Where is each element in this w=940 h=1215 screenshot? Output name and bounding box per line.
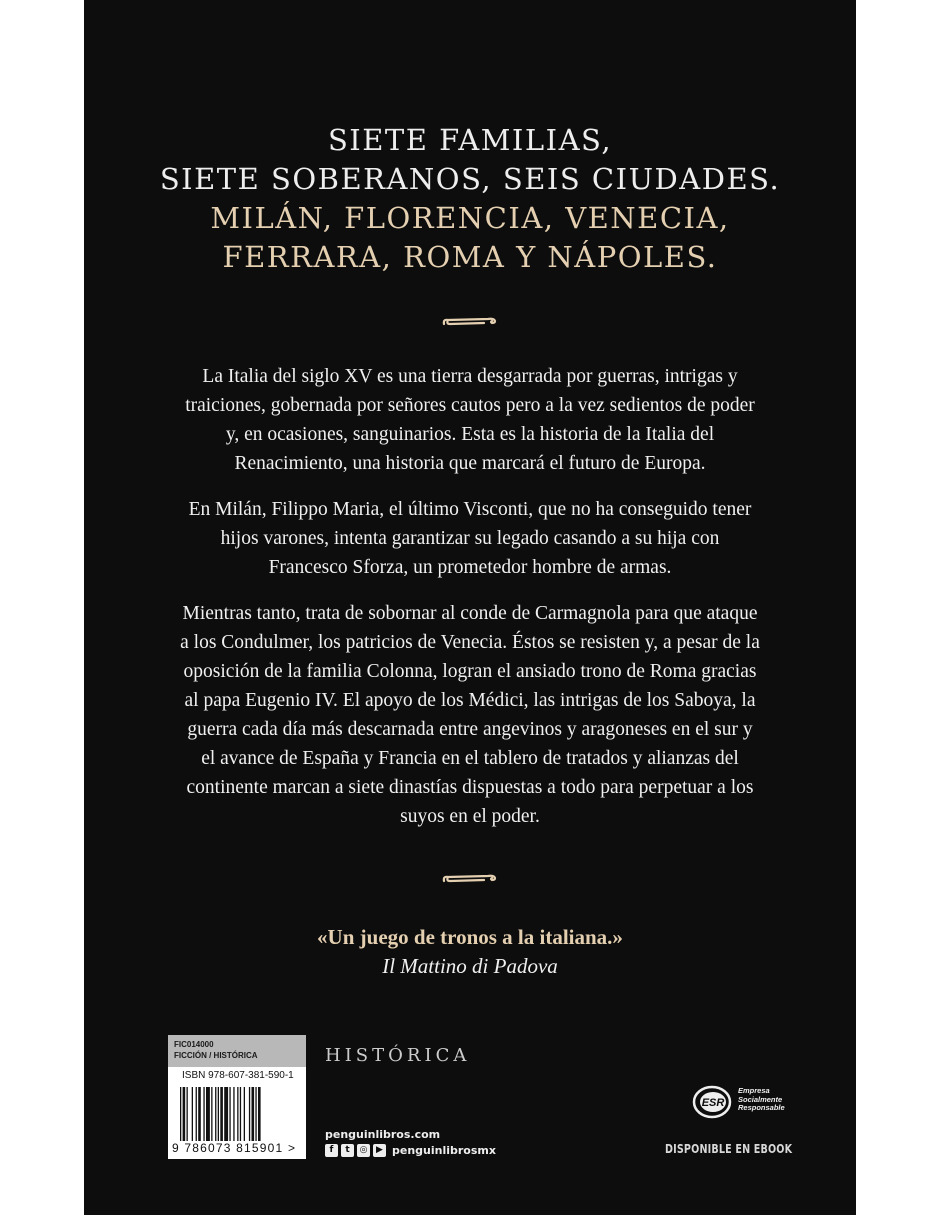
ornament-divider-top (440, 313, 500, 329)
esr-caption (738, 1087, 808, 1113)
twitter-icon[interactable]: t (341, 1144, 354, 1157)
synopsis-paragraph-2: En Milán, Filippo Maria, el último Visconti, que no ha conseguido tener hijos varones, intenta garantizar su legado casando a su hija con Francesco Sforza, un prometedor hombre de armas. (188, 499, 752, 578)
barcode-bar (215, 1087, 216, 1141)
synopsis-paragraph-1: La Italia del siglo XV es una tierra desgarrada por guerras, intrigas y traiciones, gobernada por señores cautos pero a la vez sedientos de poder y, en ocasiones, sanguinarios. Esta es la historia de la Italia del Renacimiento, una historia que marcará el futuro de Europa. (185, 366, 755, 474)
barcode-bar (233, 1087, 234, 1141)
barcode-bar (187, 1087, 188, 1141)
barcode-bar (255, 1087, 256, 1141)
isbn-text: ISBN 978-607-381-590-1 (182, 1070, 294, 1081)
social-links (325, 1144, 496, 1157)
esr-badge-text: ESR (701, 1097, 725, 1109)
historica-logo: HISTÓRICA (325, 1045, 471, 1066)
barcode-bar (258, 1087, 261, 1141)
synopsis (180, 362, 760, 848)
headline-line-2: SIETE SOBERANOS, SEIS CIUDADES. (159, 162, 781, 196)
youtube-icon[interactable]: ▶ (373, 1144, 386, 1157)
barcode-bars (180, 1087, 298, 1141)
quote-source: Il Mattino di Padova (382, 954, 558, 978)
back-cover (84, 0, 856, 1215)
facebook-icon[interactable]: f (325, 1144, 338, 1157)
barcode-bar (218, 1087, 219, 1141)
bisac-code: FIC014000 (174, 1040, 214, 1049)
barcode-block (168, 1035, 306, 1159)
barcode-digits: 9 786073 815901 > (172, 1141, 297, 1155)
esr-badge-icon (692, 1082, 732, 1122)
website-link[interactable]: penguinlibros.com (325, 1128, 441, 1141)
quote-text: «Un juego de tronos a la italiana.» (317, 925, 623, 949)
barcode-bar (183, 1087, 186, 1141)
headline (84, 121, 856, 277)
synopsis-paragraph-3: Mientras tanto, trata de sobornar al conde de Carmagnola para que ataque a los Condulmer, los patricios de Venecia. Éstos se resisten y, a pesar de la oposición de la familia Colonna, logran el ansiado trono de Roma gracias al papa Eugenio IV. El apoyo de los Médici, las intrigas de los Saboya, la guerra cada día más descarnada entre angevinos y aragoneses en el sur y el avance de España y Francia en el tablero de tratados y alianzas del continente marcan a siete dinastías dispuestas a todo para perpetuar a los suyos en el poder. (180, 603, 760, 827)
barcode-bar (252, 1087, 255, 1141)
ornament-divider-bottom (440, 870, 500, 886)
headline-line-3: MILÁN, FLORENCIA, VENECIA, (210, 201, 730, 235)
barcode-bar (220, 1087, 223, 1141)
instagram-icon[interactable]: ◎ (357, 1144, 370, 1157)
bisac-label (168, 1035, 306, 1067)
barcode-bar (180, 1087, 181, 1141)
review-quote (84, 923, 856, 981)
barcode-bar (192, 1087, 193, 1141)
barcode-bar (211, 1087, 212, 1141)
barcode-bar (249, 1087, 250, 1141)
barcode-bar (196, 1087, 197, 1141)
barcode-bar (240, 1087, 241, 1141)
barcode-bar (224, 1087, 228, 1141)
barcode-bar (237, 1087, 238, 1141)
esr-caption-3: Responsable (738, 1103, 785, 1112)
barcode-bar (198, 1087, 201, 1141)
headline-line-4: FERRARA, ROMA Y NÁPOLES. (222, 240, 718, 274)
ebook-availability: DISPONIBLE EN EBOOK (665, 1142, 793, 1156)
social-handle[interactable]: penguinlibrosmx (392, 1144, 496, 1157)
barcode-bar (206, 1087, 210, 1141)
headline-line-1: SIETE FAMILIAS, (327, 123, 613, 157)
barcode-bar (229, 1087, 230, 1141)
esr-caption-1: Empresa (738, 1086, 770, 1095)
barcode-bar (203, 1087, 204, 1141)
barcode-bar (244, 1087, 245, 1141)
bisac-category: FICCIÓN / HISTÓRICA (174, 1051, 258, 1060)
esr-caption-2: Socialmente (738, 1094, 783, 1104)
